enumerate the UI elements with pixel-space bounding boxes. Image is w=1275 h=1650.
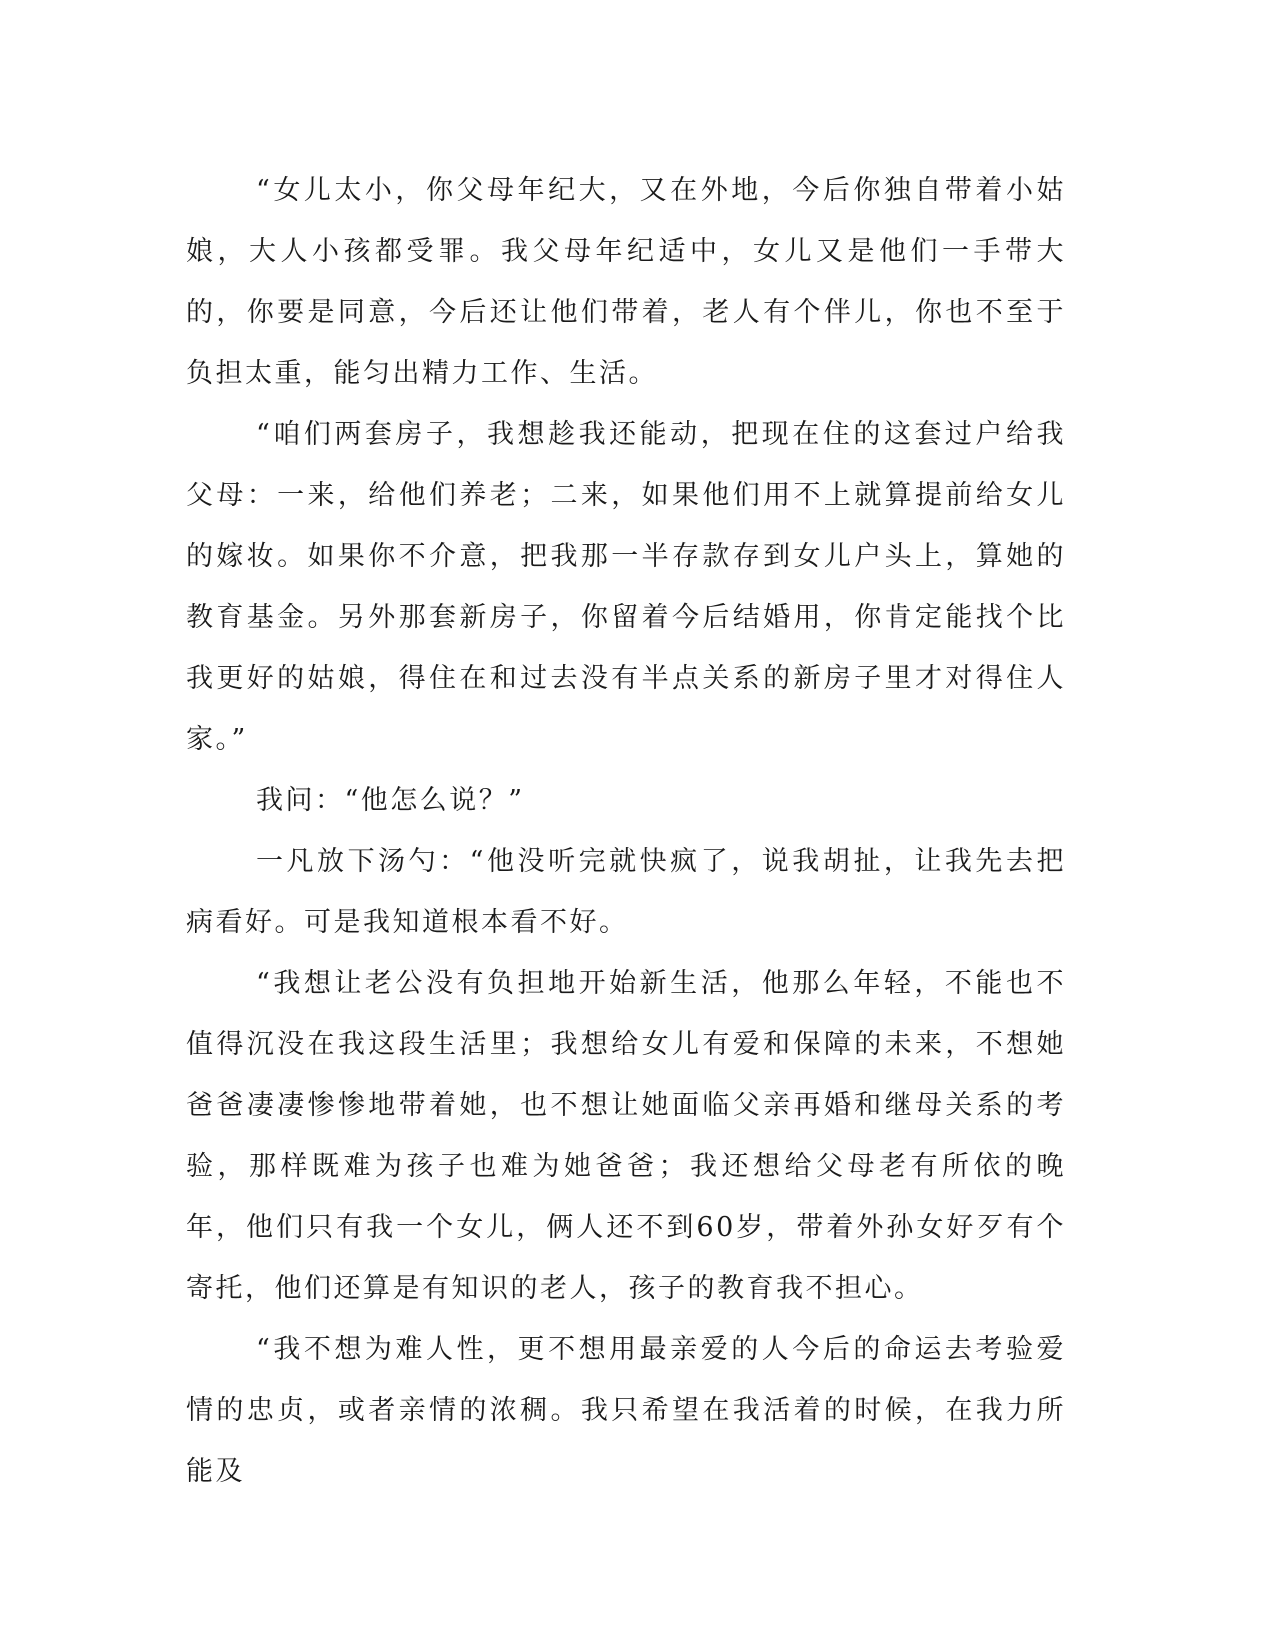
paragraph-1: “女儿太小，你父母年纪大，又在外地，今后你独自带着小姑娘，大人小孩都受罪。我父母年纪适中，女儿又是他们一手带大的，你要是同意，今后还让他们带着，老人有个伴儿，你也不至于负担太重，能匀出精力工作、生活。 [186, 175, 1066, 389]
paragraph-4: 一凡放下汤勺：“他没听完就快疯了，说我胡扯，让我先去把病看好。可是我知道根本看不好。 [186, 846, 1066, 938]
paragraph-5: “我想让老公没有负担地开始新生活，他那么年轻，不能也不值得沉没在我这段生活里；我想给女儿有爱和保障的未来，不想她爸爸凄凄惨惨地带着她，也不想让她面临父亲再婚和继母关系的考验，那样既难为孩子也难为她爸爸；我还想给父母老有所依的晚年，他们只有我一个女儿，俩人还不到60岁，带着外孙女好歹有个寄托，他们还算是有知识的老人，孩子的教育我不担心。 [186, 968, 1066, 1304]
paragraph-6: “我不想为难人性，更不想用最亲爱的人今后的命运去考验爱情的忠贞，或者亲情的浓稠。我只希望在我活着的时候，在我力所能及 [186, 1334, 1066, 1487]
body-text [186, 160, 1066, 1502]
paragraph-2: “咱们两套房子，我想趁我还能动，把现在住的这套过户给我父母：一来，给他们养老；二来，如果他们用不上就算提前给女儿的嫁妆。如果你不介意，把我那一半存款存到女儿户头上，算她的教育基金。另外那套新房子，你留着今后结婚用，你肯定能找个比我更好的姑娘，得住在和过去没有半点关系的新房子里才对得住人家。” [186, 419, 1066, 755]
paragraph-3: 我问：“他怎么说？” [256, 785, 525, 816]
